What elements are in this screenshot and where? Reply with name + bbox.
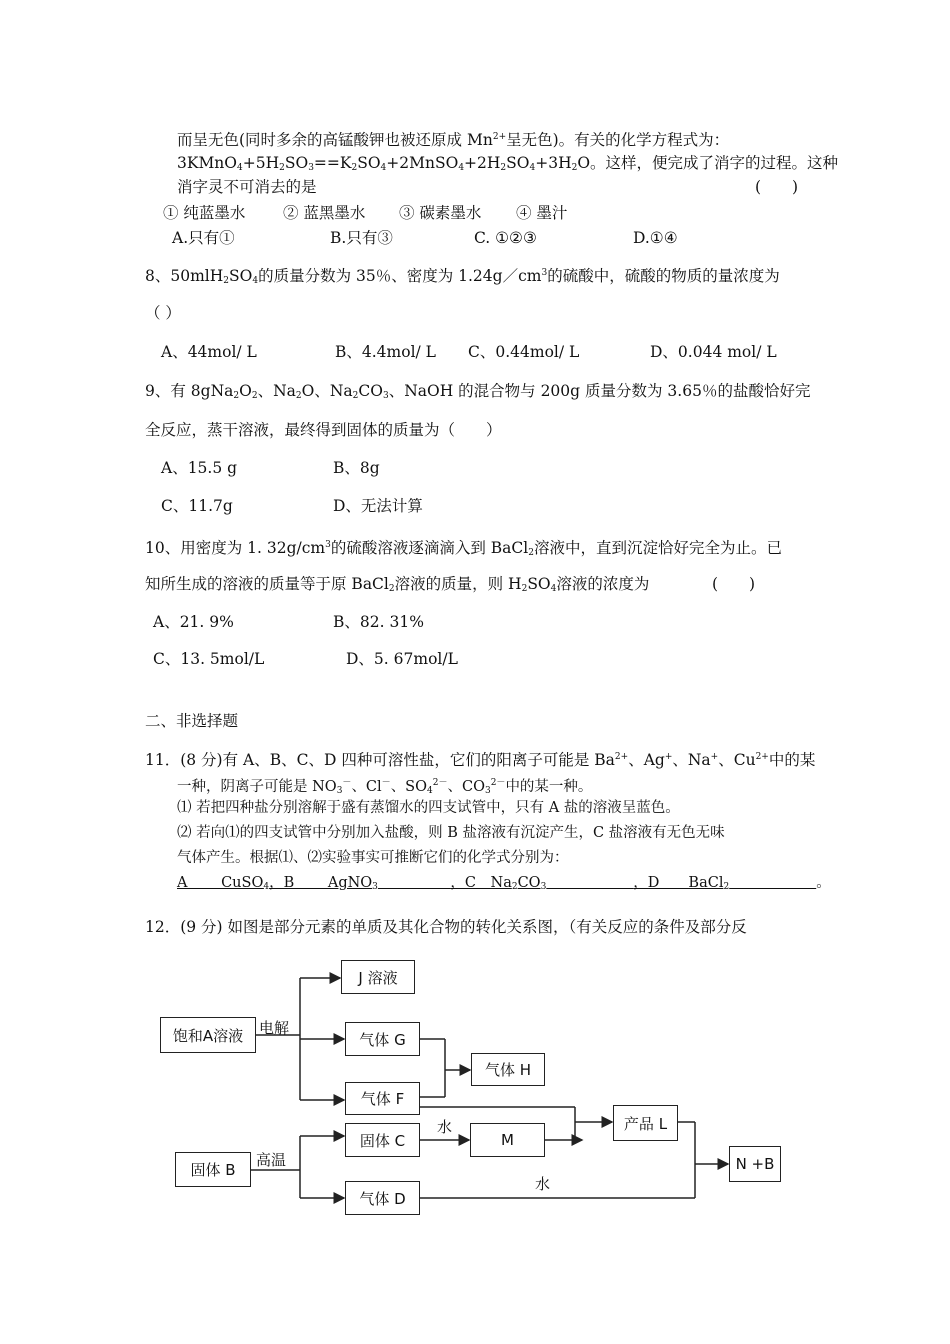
label-water-1: 水 (437, 1118, 453, 1136)
q7-item-3: ③ 碳素墨水 (399, 204, 482, 222)
q8-option-a: A、44mol/ L (161, 343, 257, 361)
q10-paren: ( ) (712, 575, 756, 593)
q10-option-d: D、5. 67mol/L (346, 650, 458, 668)
q7-option-b: B.只有③ (330, 229, 393, 247)
q7-option-a: A.只有① (172, 229, 235, 247)
q11-answers: A CuSO$_4$，B AgNO$_3$ ，C $Na_2CO_3$ ，D BaCl$_2$ 。 (177, 875, 831, 892)
box-j-solution: J 溶液 (341, 960, 415, 994)
q10-option-a: A、21. 9% (153, 613, 234, 631)
q7-option-c: C. ①②③ (474, 229, 537, 247)
label-high-temperature: 高温 (256, 1151, 287, 1169)
q11-line2: 一种，阴离子可能是 $NO_3^-$、Cl－、$SO_4^{2-}$、$CO_3^{2-}$中的某一种。 (177, 778, 593, 796)
q9-stem: 9、有 $8gNa_2O_2$、$Na_2O$、$Na_2CO_3$、NaOH 的混合物与 200g 质量分数为 3.65％的盐酸恰好完 (145, 382, 811, 401)
box-gas-f: 气体 F (345, 1082, 420, 1115)
box-gas-h: 气体 H (471, 1053, 545, 1086)
q9-line2: 全反应，蒸干溶液，最终得到固体的质量为（ ） (145, 421, 502, 439)
q11-line1: 11．(8 分)有 A、B、C、D 四种可溶性盐，它们的阳离子可能是 $Ba^{2+}$、Ag+、Na+、$Cu^{2+}$中的某 (145, 751, 816, 769)
q12-stem: 12．(9 分) 如图是部分元素的单质及其化合物的转化关系图，（有关反应的条件及部分反 (145, 918, 747, 936)
q7-item-1: ① 纯蓝墨水 (163, 204, 246, 222)
q9-option-a: A、15.5 g (161, 459, 238, 477)
box-solid-c: 固体 C (345, 1123, 420, 1157)
section-heading: 二、非选择题 (145, 712, 239, 730)
q8-paren: （ ） (145, 304, 181, 322)
q8-option-d: D、0.044 mol/ L (650, 343, 777, 361)
q8-option-b: B、4.4mol/ L (335, 343, 436, 361)
box-saturated-a-solution: 饱和A溶液 (160, 1017, 256, 1053)
label-electrolysis: 电解 (259, 1019, 290, 1037)
q8-stem: 8、$50mlH_2SO_4$的质量分数为 35％、密度为 $1.24g/cm^3$的硫酸中，硫酸的物质的量浓度为 (145, 267, 780, 286)
q7-equation: $3KMnO_4+5H_2SO_3==K_2SO_4+2MnSO_4+2H_2SO_4+3H_2O$。这样，便完成了消字的过程。这种 (177, 154, 839, 173)
q7-item-4: ④ 墨汁 (516, 204, 568, 222)
q11-line5: 气体产生。根据⑴、⑵实验事实可推断它们的化学式分别为： (177, 850, 569, 866)
q7-paren: ( ) (755, 178, 799, 196)
q10-line2: 知所生成的溶液的质量等于原 BaCl$_2$溶液的质量，则 $H_2SO_4$溶液的浓度为 (145, 575, 650, 594)
q7-line1: 而呈无色(同时多余的高锰酸钾也被还原成 $Mn^{2+}$呈无色)。有关的化学方程式为： (177, 131, 730, 149)
box-gas-d: 气体 D (345, 1181, 420, 1215)
label-water-2: 水 (535, 1175, 551, 1193)
box-n-plus-b: N +B (729, 1146, 781, 1182)
q10-option-c: C、13. 5mol/L (153, 650, 265, 668)
q10-stem: 10、用密度为 1. $32g/cm^3$的硫酸溶液逐滴滴入到 BaCl$_2$溶液中，直到沉淀恰好完全为止。已 (145, 539, 782, 558)
box-product-l: 产品 L (613, 1105, 678, 1141)
q9-option-d: D、无法计算 (333, 497, 423, 515)
box-gas-g: 气体 G (345, 1022, 420, 1056)
box-solid-b: 固体 B (175, 1152, 251, 1187)
q11-line4: ⑵ 若向⑴的四支试管中分别加入盐酸，则 B 盐溶液有沉淀产生，C 盐溶液有无色无味 (177, 825, 725, 841)
q8-option-c: C、0.44mol/ L (468, 343, 580, 361)
q10-option-b: B、82. 31% (333, 613, 424, 631)
box-m: M (470, 1123, 545, 1157)
q7-item-2: ② 蓝黑墨水 (283, 204, 366, 222)
q7-line3: 消字灵不可消去的是 (177, 178, 317, 196)
q7-option-d: D.①④ (633, 229, 678, 247)
q9-option-c: C、11.7g (161, 497, 233, 515)
q9-option-b: B、8g (333, 459, 380, 477)
q11-line3: ⑴ 若把四种盐分别溶解于盛有蒸馏水的四支试管中，只有 A 盐的溶液呈蓝色。 (177, 800, 680, 816)
